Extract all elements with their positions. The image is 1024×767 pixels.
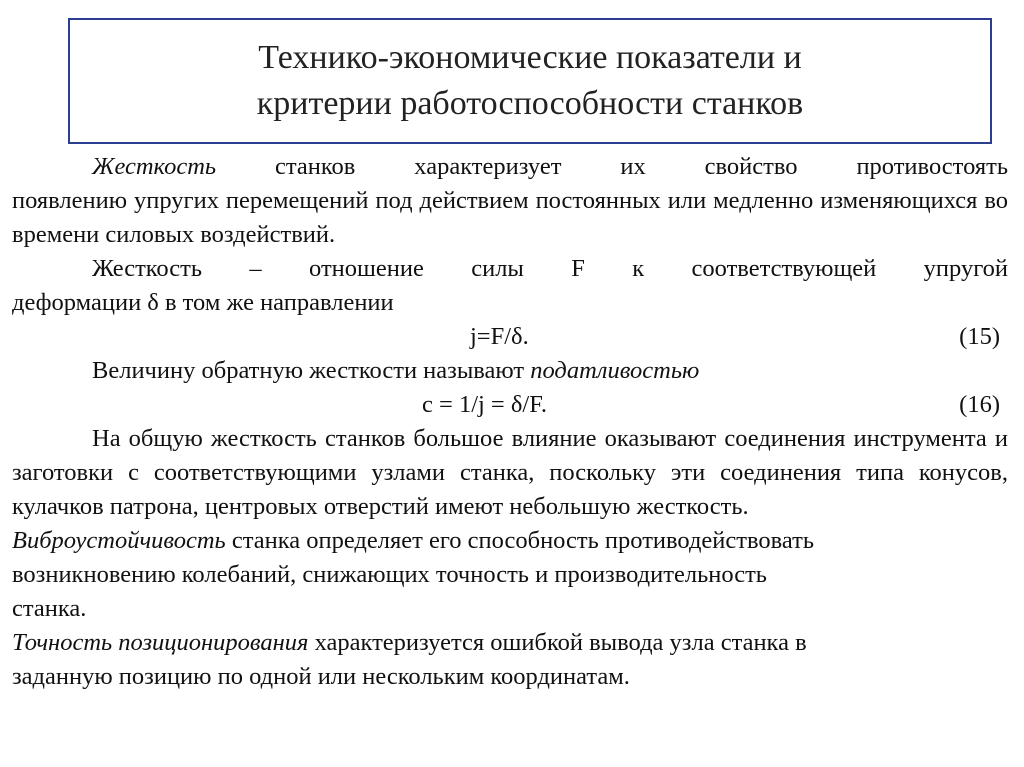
slide-title-line-1: Технико-экономические показатели и — [258, 39, 802, 76]
stiffness-definition-rest: появлению упругих перемещений под действием постоянных или медленно изменяющихся во времени силовых воздействий. — [12, 187, 1008, 248]
term-vibration-stability: Виброустойчивость — [12, 527, 226, 554]
formula-15-number: (15) — [959, 323, 1000, 350]
positioning-accuracy-line-1 — [12, 626, 1008, 660]
slide-body — [12, 150, 1008, 694]
stiffness-ratio-line-1: Жесткость – отношение силы F к соответствующей упругой — [92, 255, 1008, 282]
vibration-stability-line-2: возникновению колебаний, снижающих точность и производительность — [12, 561, 767, 588]
title-box — [68, 18, 992, 144]
joint-stiffness-paragraph: На общую жесткость станков большое влияние оказывают соединения инструмента и заготовки с соответствующими узлами станка, поскольку эти соединения типа конусов, кулачков патрона, центровых отверстий имеют небольшую жесткость. — [12, 425, 1008, 520]
formula-16-expression: c = 1/j = δ/F. — [422, 391, 548, 418]
slide-title-line-2: критерии работоспособности станков — [256, 85, 804, 122]
compliance-text: Величину обратную жесткости называют — [92, 357, 531, 384]
vibration-stability-line-3: станка. — [12, 595, 87, 622]
stiffness-ratio-line-2: деформации δ в том же направлении — [12, 289, 394, 316]
formula-16-number: (16) — [959, 391, 1000, 418]
vibration-stability-line-1 — [12, 524, 1008, 558]
stiffness-definition-line-1 — [12, 150, 1008, 184]
term-positioning-accuracy: Точность позиционирования — [12, 629, 309, 656]
term-compliance: податливостью — [530, 357, 700, 384]
term-stiffness: Жесткость — [92, 153, 217, 180]
formula-15-expression: j=F/δ. — [470, 323, 529, 350]
compliance-definition — [12, 354, 1008, 388]
formula-15 — [12, 320, 1008, 354]
formula-16 — [12, 388, 1008, 422]
positioning-accuracy-line-2: заданную позицию по одной или нескольким координатам. — [12, 663, 630, 690]
stiffness-definition-text-1: станков характеризует их свойство противостоять — [216, 153, 1008, 180]
vibration-stability-text-1: станка определяет его способность противодействовать — [225, 527, 815, 554]
positioning-accuracy-text-1: характеризуется ошибкой вывода узла станка в — [308, 629, 807, 656]
